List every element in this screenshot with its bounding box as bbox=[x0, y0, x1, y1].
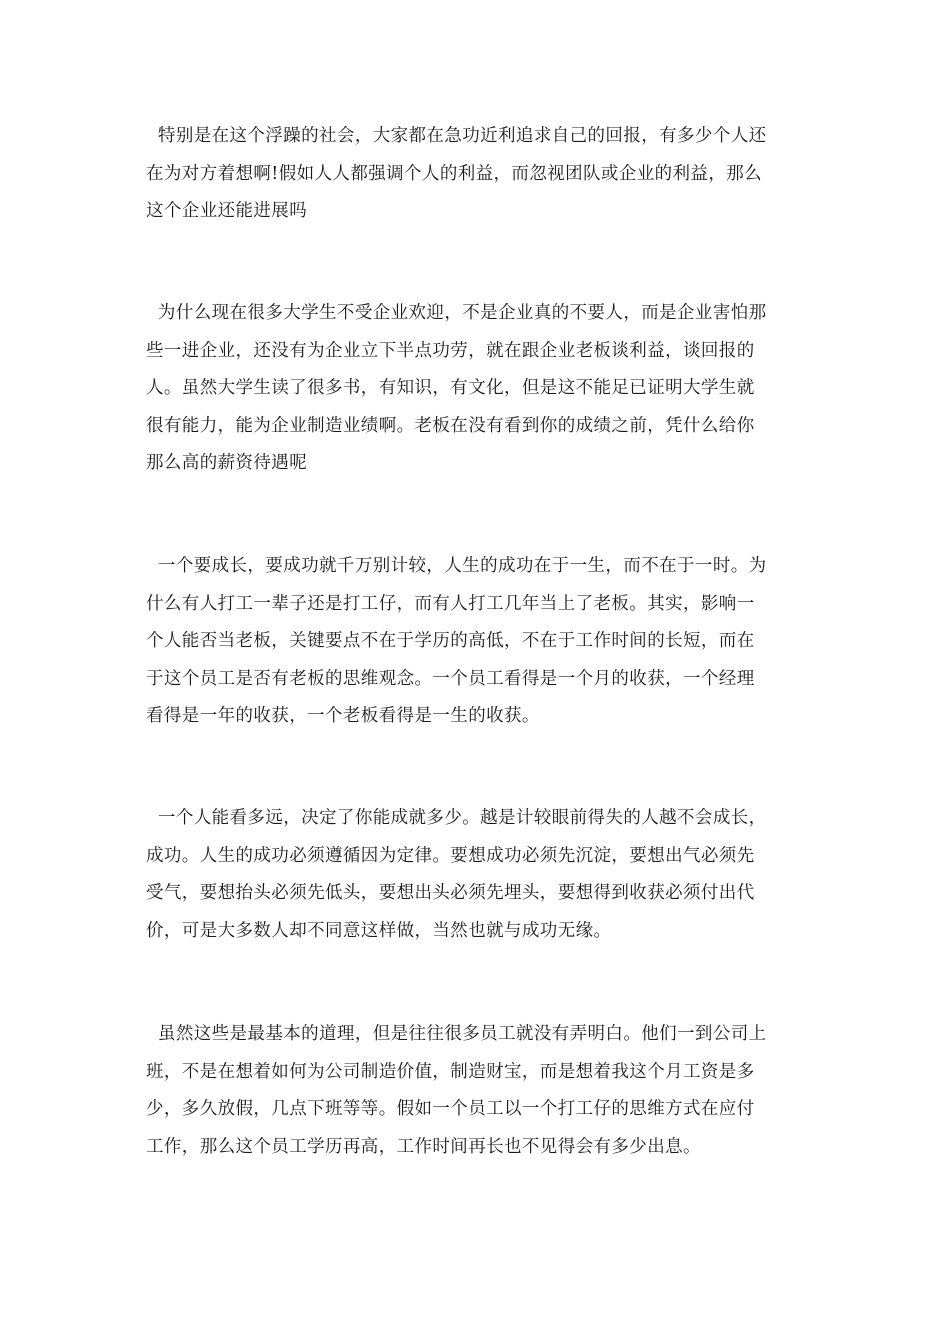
paragraph-line: 人。虽然大学生读了很多书，有知识，有文化，但是这不能足已证明大学生就 bbox=[146, 378, 755, 398]
paragraph-line: 一个人能看多远，决定了你能成就多少。越是计较眼前得失的人越不会成长， bbox=[146, 808, 767, 828]
paragraph-line: 什么有人打工一辈子还是打工仔，而有人打工几年当上了老板。其实，影响一 bbox=[146, 593, 755, 614]
paragraph-line: 少，多久放假，几点下班等等。假如一个员工以一个打工仔的思维方式在应付 bbox=[146, 1099, 755, 1119]
paragraph-line: 价，可是大多数人却不同意这样做，当然也就与成功无缘。 bbox=[146, 920, 612, 941]
paragraph-line: 看得是一年的收获，一个老板看得是一生的收获。 bbox=[146, 706, 540, 726]
paragraph-line: 受气，要想抬头必须先低头，要想出头必须先埋头，要想得到收获必须付出代 bbox=[146, 883, 755, 903]
paragraph-1 bbox=[146, 118, 810, 231]
paragraph-line: 那么高的薪资待遇呢 bbox=[146, 453, 308, 473]
paragraph-line: 很有能力，能为企业制造业绩啊。老板在没有看到你的成绩之前，凭什么给你 bbox=[146, 415, 755, 436]
paragraph-3 bbox=[146, 548, 810, 736]
paragraph-2 bbox=[146, 295, 810, 483]
paragraph-line: 于这个员工是否有老板的思维观念。一个员工看得是一个月的收获，一个经理 bbox=[146, 668, 755, 689]
paragraph-line: 班，不是在想着如何为公司制造价值，制造财宝，而是想着我这个月工资是多 bbox=[146, 1061, 755, 1082]
paragraph-line: 成功。人生的成功必须遵循因为定律。要想成功必须先沉淀，要想出气必须先 bbox=[146, 845, 755, 866]
paragraph-line: 虽然这些是最基本的道理，但是往往很多员工就没有弄明白。他们一到公司上 bbox=[146, 1024, 767, 1044]
paragraph-line: 个人能否当老板，关键要点不在于学历的高低，不在于工作时间的长短，而在 bbox=[146, 631, 755, 651]
paragraph-4 bbox=[146, 800, 810, 950]
paragraph-line: 特别是在这个浮躁的社会，大家都在急功近利追求自己的回报，有多少个人还 bbox=[146, 126, 767, 146]
paragraph-line: 在为对方着想啊!假如人人都强调个人的利益，而忽视团队或企业的利益，那么 bbox=[146, 163, 763, 184]
paragraph-line: 工作，那么这个员工学历再高，工作时间再长也不见得会有多少出息。 bbox=[146, 1136, 701, 1157]
paragraph-5 bbox=[146, 1016, 810, 1166]
paragraph-line: 一个要成长，要成功就千万别计较，人生的成功在于一生，而不在于一时。为 bbox=[146, 556, 767, 576]
paragraph-line: 这个企业还能进展吗 bbox=[146, 201, 308, 221]
paragraph-line: 些一进企业，还没有为企业立下半点功劳，就在跟企业老板谈利益，谈回报的 bbox=[146, 340, 755, 361]
paragraph-line: 为什么现在很多大学生不受企业欢迎，不是企业真的不要人，而是企业害怕那 bbox=[146, 303, 767, 323]
